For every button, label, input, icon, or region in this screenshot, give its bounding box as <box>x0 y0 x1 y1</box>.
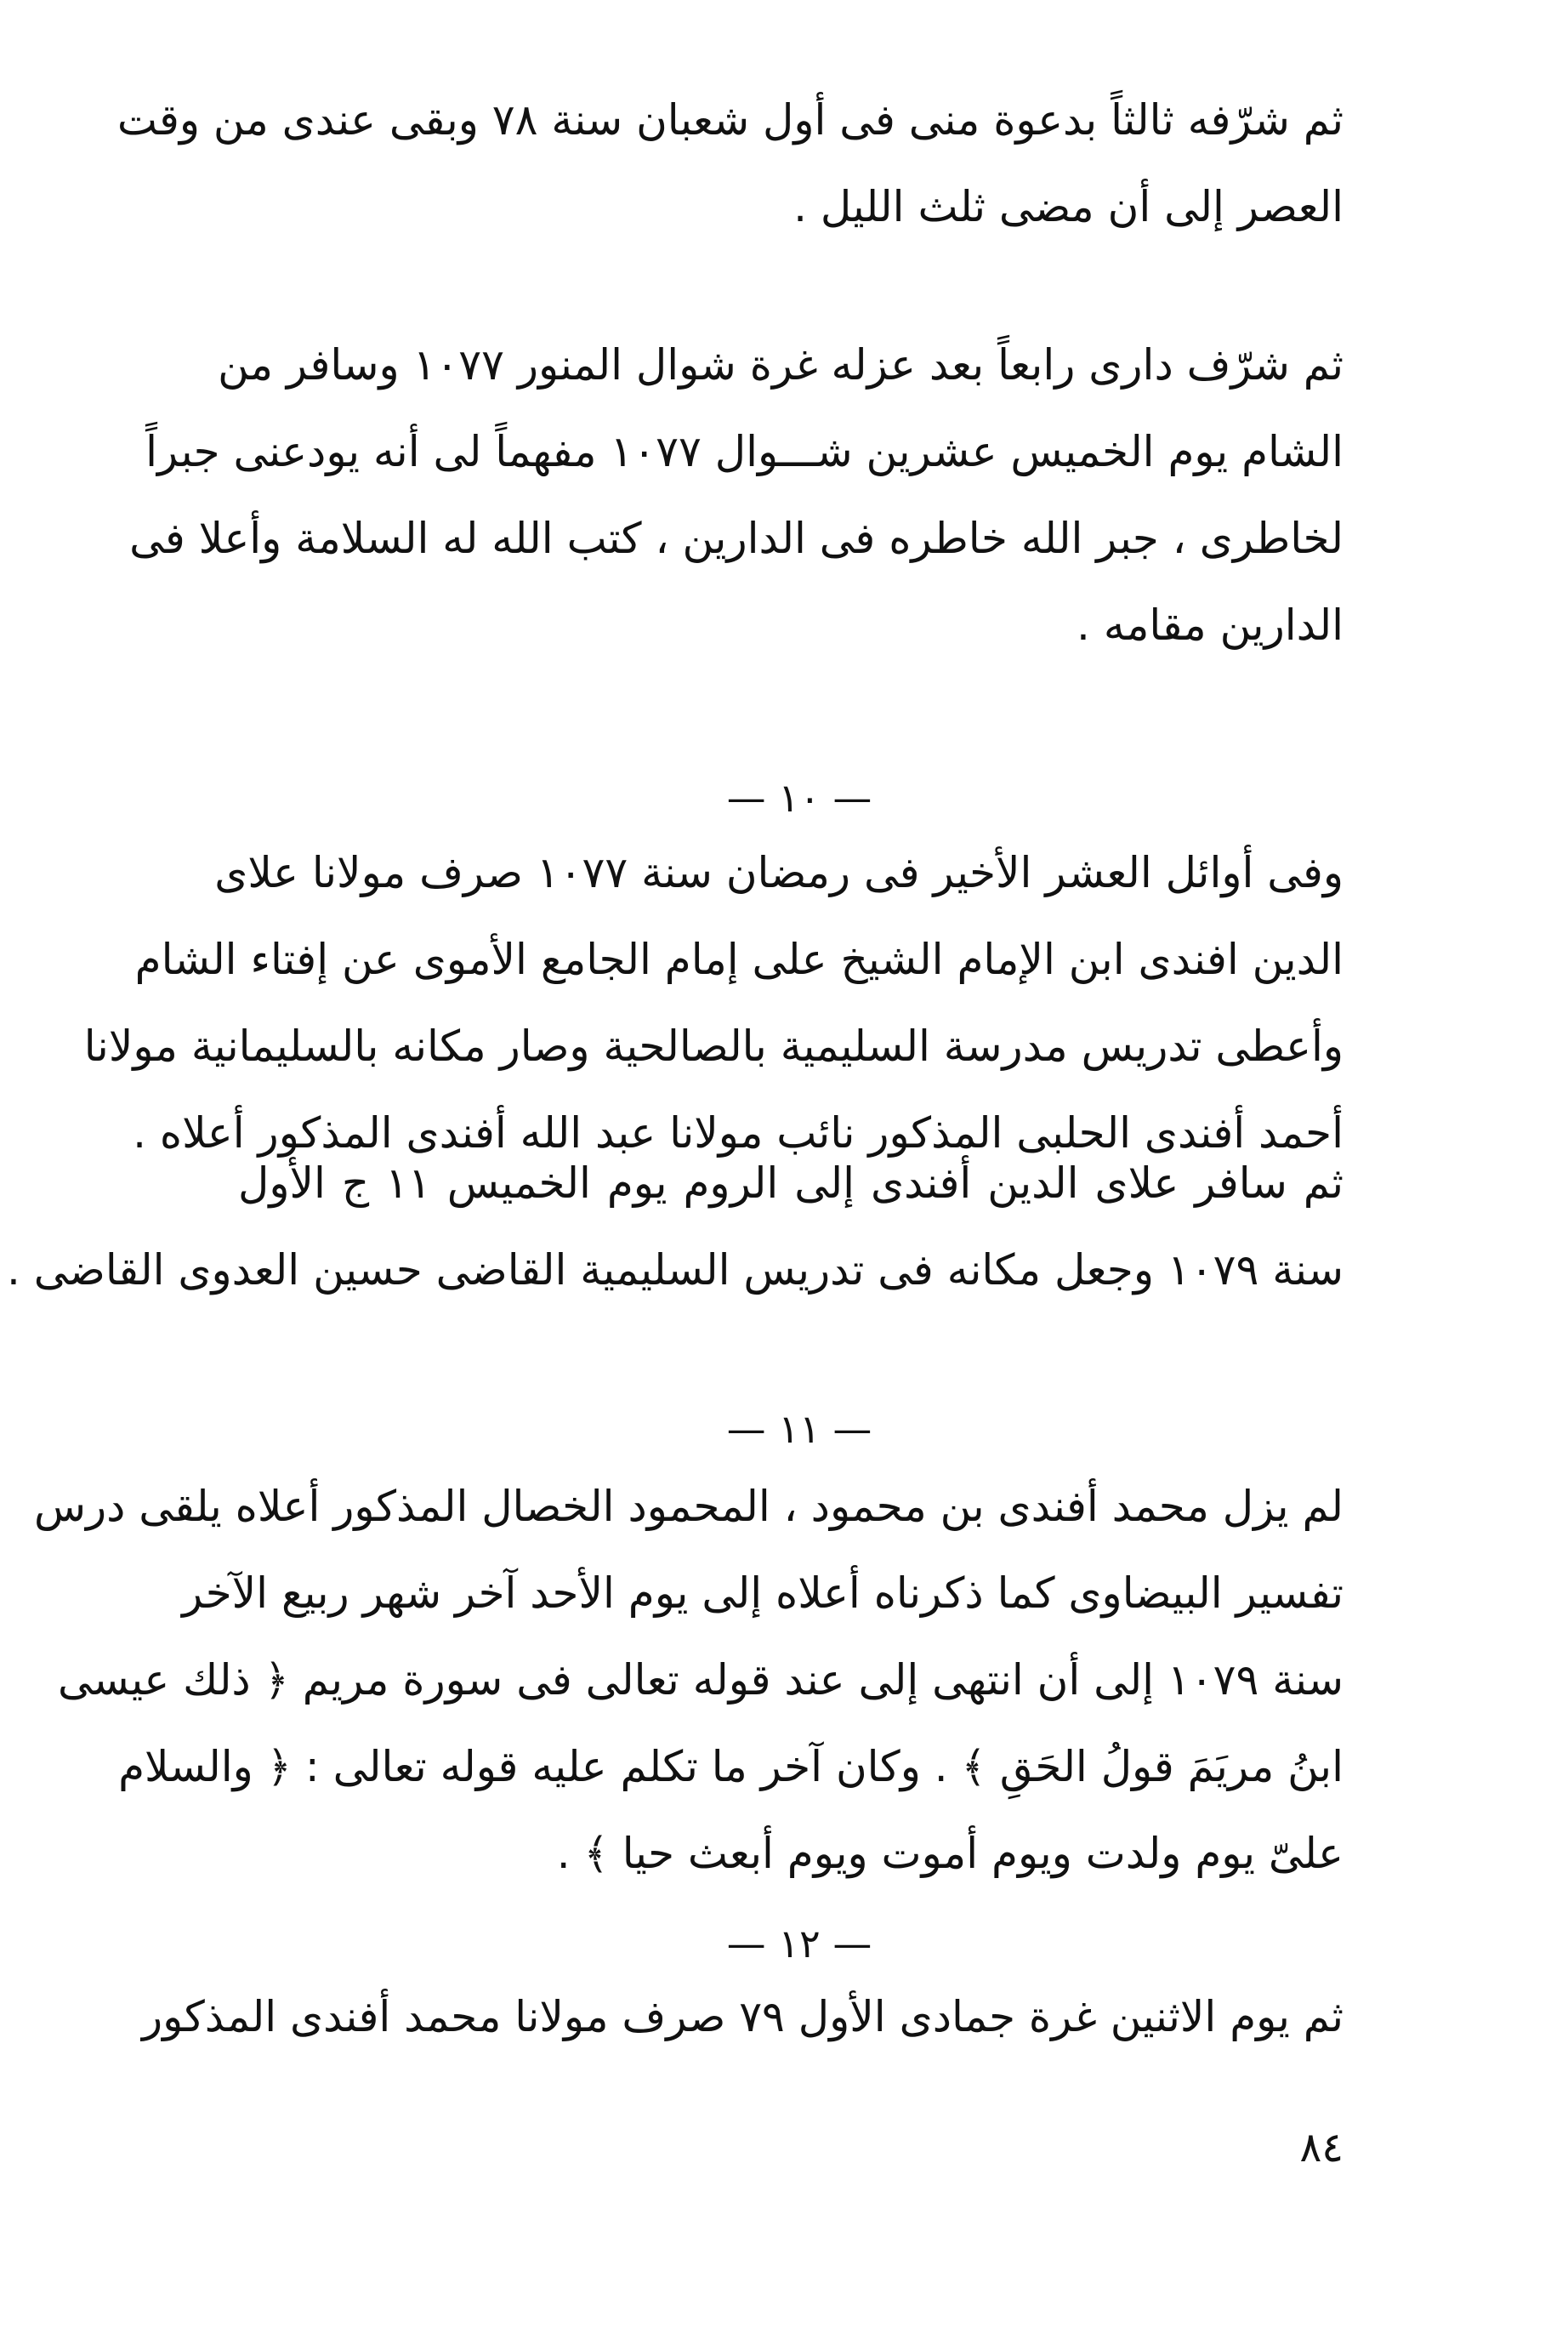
text-line: ثم شرّف دارى رابعاً بعد عزله غرة شوال المنور ١٠٧٧ وسافر من <box>218 340 1344 390</box>
text-line: لم يزل محمد أفندى بن محمود ، المحمود الخصال المذكور أعلاه يلقى درس <box>33 1482 1344 1531</box>
text-line: أحمد أفندى الحلبى المذكور نائب مولانا عبد الله أفندى المذكور أعلاه . <box>133 1108 1344 1158</box>
text-line: وأعطى تدريس مدرسة السليمية بالصالحية وصار مكانه بالسليمانية مولانا <box>83 1022 1344 1071</box>
paragraph-4 <box>6 1140 1344 1313</box>
text-line: ابنُ مريَمَ قولُ الحَقِ ﴾ . وكان آخر ما تكلم عليه قوله تعالى : ﴿ والسلام <box>118 1742 1344 1791</box>
paragraph-3 <box>83 829 1344 1176</box>
text-line: العصر إلى أن مضى ثلث الليل . <box>793 182 1344 231</box>
paragraph-2 <box>129 322 1344 669</box>
text-line: وفى أوائل العشر الأخير فى رمضان سنة ١٠٧٧ صرف مولانا علاى <box>214 848 1344 897</box>
text-line: الشام يوم الخميس عشرين شـــوال ١٠٧٧ مفهماً لى أنه يودعنى جبراً <box>145 427 1344 476</box>
paragraph-1 <box>116 77 1344 250</box>
text-line: الدين افندى ابن الإمام الشيخ على إمام الجامع الأموى عن إفتاء الشام <box>134 935 1344 984</box>
text-line: ثم يوم الاثنين غرة جمادى الأول ٧٩ صرف مولانا محمد أفندى المذكور <box>142 1992 1344 2041</box>
text-line: لخاطرى ، جبر الله خاطره فى الدارين ، كتب الله له السلامة وأعلا فى <box>129 514 1344 563</box>
paragraph-6 <box>142 1973 1344 2060</box>
text-line: ثم سافر علاى الدين أفندى إلى الروم يوم الخميس ١١ ج الأول <box>238 1158 1344 1208</box>
section-number: — ١١ — <box>726 1406 872 1452</box>
text-line: الدارين مقامه . <box>1077 600 1344 650</box>
text-line: ثم شرّفه ثالثاً بدعوة منى فى أول شعبان سنة ٧٨ وبقى عندى من وقت <box>116 95 1344 145</box>
text-line: سنة ١٠٧٩ وجعل مكانه فى تدريس السليمية القاضى حسين العدوى القاضى . <box>6 1245 1344 1295</box>
paragraph-5 <box>33 1463 1344 1897</box>
section-number: — ١٢ — <box>726 1921 872 1967</box>
page-number: ٨٤ <box>1299 2124 1344 2171</box>
text-line: سنة ١٠٧٩ إلى أن انتهى إلى عند قوله تعالى فى سورة مريم ﴿ ذلك عيسى <box>57 1655 1344 1705</box>
text-line: علىّ يوم ولدت ويوم أموت ويوم أبعث حيا ﴾ . <box>556 1829 1344 1878</box>
section-number: — ١٠ — <box>726 775 872 821</box>
text-line: تفسير البيضاوى كما ذكرناه أعلاه إلى يوم الأحد آخر شهر ربيع الآخر <box>182 1568 1344 1618</box>
